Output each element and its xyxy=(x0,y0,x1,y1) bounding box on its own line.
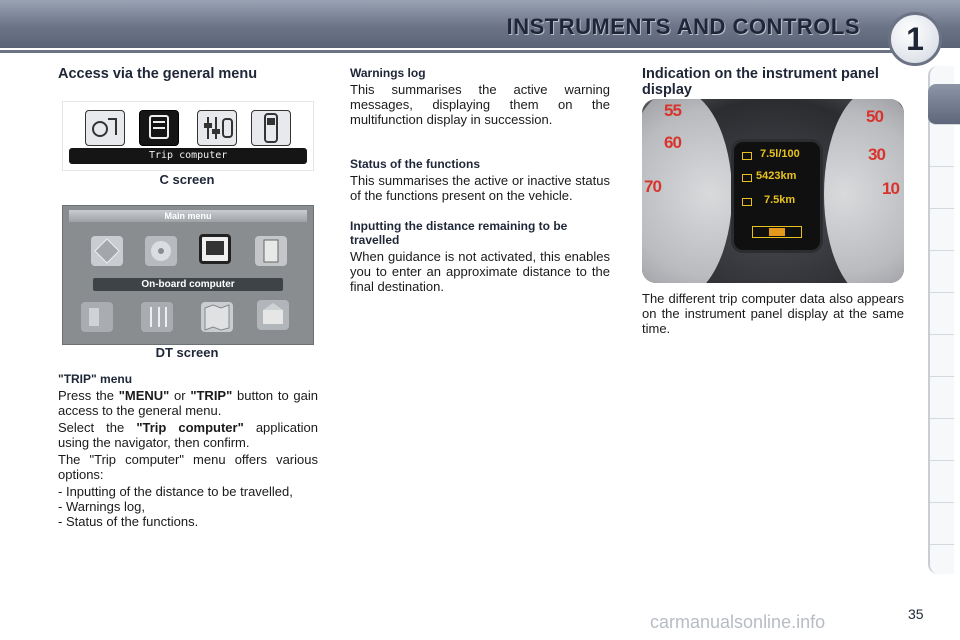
dt-screen-image xyxy=(62,205,314,345)
dial-number: 50 xyxy=(866,107,883,126)
status-functions-section xyxy=(350,157,610,203)
watermark: carmanualsonline.info xyxy=(650,612,826,632)
chapter-tab[interactable] xyxy=(930,212,954,251)
service-icon xyxy=(257,300,289,330)
list-item: - Status of the functions. xyxy=(58,514,199,529)
instrument-cluster-image xyxy=(642,99,904,283)
c-screen-image xyxy=(62,101,314,171)
navigation-icon xyxy=(91,236,123,266)
chapter-tab[interactable] xyxy=(930,296,954,335)
lcd-line: 7.5l/100 xyxy=(760,148,800,160)
list-item: - Warnings log, xyxy=(58,499,145,514)
media-icon xyxy=(85,110,125,146)
text-span: Select the xyxy=(58,420,137,435)
fuel-icon xyxy=(742,152,752,160)
lcd-selector-highlight xyxy=(769,228,785,236)
list-item: - Inputting of the distance to be travelled, xyxy=(58,484,293,499)
left-column xyxy=(58,66,320,82)
page-number: 35 xyxy=(908,606,924,622)
chapter-tab[interactable] xyxy=(930,254,954,293)
chapter-tab[interactable] xyxy=(930,422,954,461)
notepad-icon xyxy=(255,236,287,266)
text-span: button to gain access to the general menu. xyxy=(58,388,318,418)
dial-number: 70 xyxy=(644,177,661,196)
trip-computer-icon xyxy=(199,234,231,264)
map-icon xyxy=(201,302,233,332)
list-item-text: Warnings log, xyxy=(65,499,145,514)
range-icon xyxy=(742,174,752,182)
middle-column xyxy=(350,66,610,296)
warnings-log-heading: Warnings log xyxy=(350,66,426,80)
dt-screen-selected-label: On-board computer xyxy=(93,278,283,291)
dial-number: 60 xyxy=(664,133,681,152)
dt-screen-title: Main menu xyxy=(69,210,307,222)
chapter-tab[interactable] xyxy=(930,464,954,503)
text-span: Press the xyxy=(58,388,119,403)
distance-icon xyxy=(742,198,752,206)
chapter-tab[interactable] xyxy=(930,338,954,377)
right-column xyxy=(642,66,904,98)
trip-button-name: "TRIP" xyxy=(190,388,233,403)
header-underline xyxy=(0,40,905,53)
trip-menu-heading: "TRIP" menu xyxy=(58,372,133,386)
cluster-description-text: The different trip computer data also appears on the instrument panel display at the same time. xyxy=(642,291,904,336)
cluster-description xyxy=(642,291,904,338)
cd-icon xyxy=(145,236,177,266)
trip-menu-section xyxy=(58,372,318,529)
c-screen-caption: C screen xyxy=(159,172,215,187)
chapter-tab-active[interactable] xyxy=(928,84,960,125)
lcd-line: 7.5km xyxy=(764,194,796,206)
trip-menu-paragraph-1 xyxy=(58,388,318,418)
c-screen-selected-label: Trip computer xyxy=(69,148,307,164)
settings-icon xyxy=(197,110,237,146)
distance-input-text: When guidance is not activated, this enables you to enter an approximate distance to the final destination. xyxy=(350,249,610,294)
phone-icon xyxy=(251,110,291,146)
multifunction-display xyxy=(731,139,823,253)
chapter-number-badge: 1 xyxy=(888,12,942,66)
dial-number: 55 xyxy=(664,101,681,120)
menu-button-name: "MENU" xyxy=(118,388,170,403)
text-span: application using the navigator, then confirm. xyxy=(58,420,318,450)
text-span: or xyxy=(169,388,191,403)
options-list xyxy=(58,484,318,529)
chapter-tab[interactable] xyxy=(930,170,954,209)
section-heading: Indication on the instrument panel display xyxy=(642,66,879,98)
chapter-tabs xyxy=(928,66,954,574)
trip-computer-icon xyxy=(139,110,179,146)
dt-screen-caption: DT screen xyxy=(155,345,219,360)
dial-number: 30 xyxy=(868,145,885,164)
page-title: INSTRUMENTS AND CONTROLS xyxy=(506,14,860,39)
trip-menu-paragraph-3: The "Trip computer" menu offers various options: xyxy=(58,452,318,482)
chapter-tab[interactable] xyxy=(930,380,954,419)
chapter-tab[interactable] xyxy=(930,128,954,167)
chapter-tab[interactable] xyxy=(930,506,954,545)
application-name: "Trip computer" xyxy=(136,420,244,435)
page-header xyxy=(0,0,960,48)
audio-icon xyxy=(81,302,113,332)
warnings-log-text: This summarises the active warning messages, displaying them on the multifunction display in succession. xyxy=(350,82,610,127)
settings-icon xyxy=(141,302,173,332)
trip-menu-paragraph-2 xyxy=(58,420,318,450)
distance-input-section xyxy=(350,219,610,294)
status-functions-text: This summarises the active or inactive status of the functions present on the vehicle. xyxy=(350,173,610,203)
dial-number: 10 xyxy=(882,179,899,198)
list-item-text: Status of the functions. xyxy=(65,514,199,529)
status-functions-heading: Status of the functions xyxy=(350,157,480,171)
section-heading: Access via the general menu xyxy=(58,66,258,82)
lcd-selector-bar xyxy=(752,226,802,238)
distance-input-heading: Inputting the distance remaining to be travelled xyxy=(350,219,568,247)
lcd-line: 5423km xyxy=(756,170,797,182)
warnings-log-section xyxy=(350,66,610,127)
list-item-text: Inputting of the distance to be travelled, xyxy=(65,484,293,499)
